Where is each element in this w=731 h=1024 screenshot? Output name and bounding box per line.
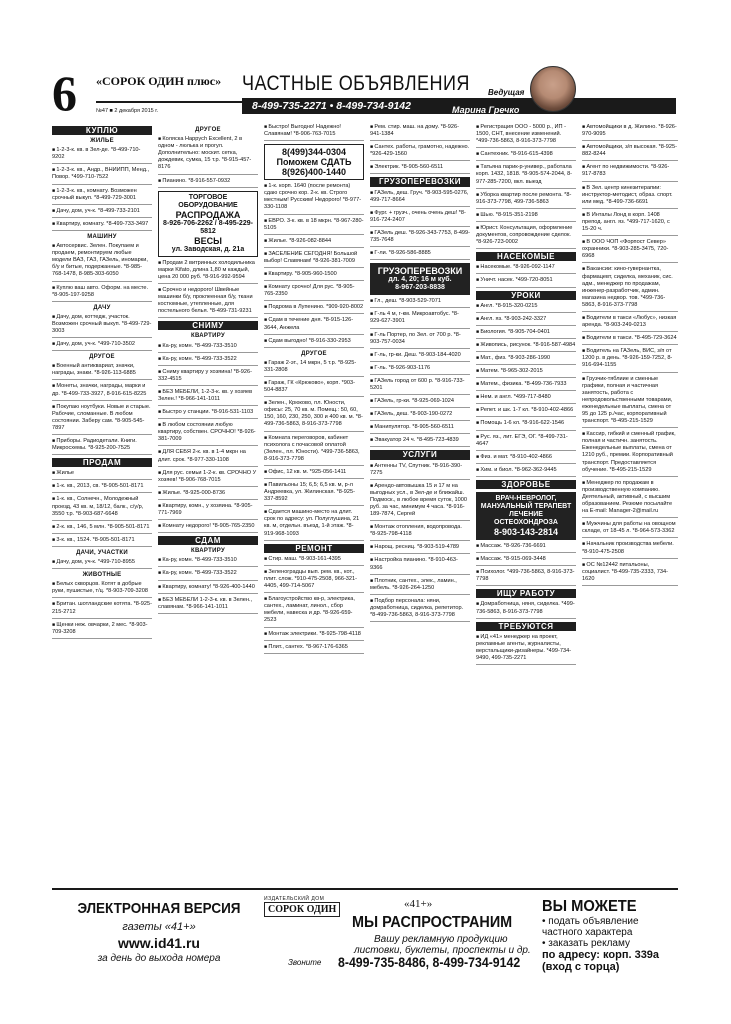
ad-item: ■ Водители в такси «Любус», низкая аренда. *8-903-249-0213 (582, 315, 678, 332)
ad-item: ■ Нем. и англ. *499-717-8480 (476, 394, 576, 404)
sub-other: ДРУГОЕ (89, 354, 115, 361)
ad-item: ■ Плит., сантех. *8-967-176-6365 (264, 644, 364, 654)
ad-item: ■ Жилье. *8-925-000-8736 (158, 490, 258, 500)
ad-item: ■ Британ. шотландские котята. *8-925-215-2712 (52, 601, 152, 618)
ad-item: ■ Мужчины для работы на овощном складе, от 18-45 л. *8-964-573-3362 (582, 521, 678, 538)
ad-item: ■ ДЛЯ СЕБЯ 2-к. кв. в 1-4 мкрн на длит. срок. *8-977-330-1108 (158, 449, 258, 466)
ad-item: ■ Г-ль. *8-926-903-1176 (370, 365, 470, 375)
ad-item: ■ В Зел. центр кинезитерапии: инструктор-методист, образ. спорт. или мед. *8-499-736-6691 (582, 185, 678, 209)
ad-item: ■ Зеленоградцы вып. рем. кв., кот., плит. слож. *910-475-2508, 966-321-4405, 499-714-5067 (264, 569, 364, 593)
box-slogan: Поможем СДАТЬ (276, 157, 352, 168)
ad-item: ■ Настройка пианино. *8-910-463-9366 (370, 557, 470, 574)
ad-item: ■ В любом состоянии любую квартиру, собствен. СРОЧНО! *8-926-381-7009 (158, 422, 258, 446)
page-number: 6 (52, 65, 77, 121)
ad-item: ■ Дачу, дом, уч-к. *499-710-8955 (52, 559, 152, 569)
you-can-title: ВЫ МОЖЕТЕ (542, 898, 637, 915)
ad-item: ■ Массаж. *8-915-069-3448 (476, 556, 576, 566)
ad-item: ■ Начальник производства мебели. *8-910-475-2508 (582, 541, 678, 558)
ad-item: ■ Сдам в течение дня. *8-915-126-3644, Анжела (264, 317, 364, 334)
ad-item: ■ Автосервис. Зелен. Покупаем и продаем, ремонтируем любые модели ВАЗ, ГАЗ, ГАЗель, иномарки, б/у и битые, подержанные. *8-985-768-1478, 8-985-303-6050 (52, 243, 152, 281)
ad-item: ■ Репет. и шк. 1-7 кл. *8-910-402-4866 (476, 407, 576, 417)
ad-item: ■ Г-ль, гр-ки. Деш. *8-903-184-4020 (370, 352, 470, 362)
ad-item: ■ Кассир, гибкий и сменный график, полная и частичн. занятость. Еженедельные выплаты, смена от 1210 руб., премии. Корпоративный транспорт. Предоставляется обучение. *8-495-215-1529 (582, 431, 678, 477)
distribution-headline: МЫ РАСПРОСТРАНИМ (352, 914, 513, 931)
ad-item: ■ ГАЗель город от 600 р. *8-916-733-5201 (370, 378, 470, 395)
ad-item: ■ В ООО ЧОП «Форпост Север» охранники. *8-903-285-3475, 720-6968 (582, 239, 678, 263)
ad-item: ■ Манипулятор. *8-905-560-6511 (370, 424, 470, 434)
ad-item: ■ БЕЗ МЕБЕЛИ, 1-2-3-к. кв. у хозяев Зелен.! *8-966-141-1011 (158, 389, 258, 406)
ad-item: ■ Матем. *8-965-302-2015 (476, 368, 576, 378)
banner-address: ул. Заводская, д. 21а (171, 245, 245, 253)
ad-item: ■ Срочно и недорого! Швейные машинки б/у, проклеенная б/у, ткани костюмные, утепленные, для постельного белья. *8-499-731-9231 (158, 287, 258, 318)
footer-ads (52, 888, 678, 973)
ad-item: ■ Рем. стир. маш. на дому. *8-926-941-1384 (370, 124, 470, 141)
ad-item: ■ Дачу, дом, коттедж, участок. Возможен срочный выкуп. *8-499-729-3003 (52, 314, 152, 338)
ad-item: ■ Сдам выгодно! *8-916-330-2953 (264, 338, 364, 348)
column-3 (264, 124, 364, 884)
sub-dacha2: ДАЧИ, УЧАСТКИ (76, 549, 128, 556)
ad-item: ■ Электрик. *8-905-560-6511 (370, 164, 470, 174)
ad-item: ■ ГАЗель, гр-ки. *8-925-069-1024 (370, 398, 470, 408)
sub-other: ДРУГОЕ (301, 350, 327, 357)
ad-item: ■ Автомойщики, з/п высокая. *8-925-882-8244 (582, 144, 678, 161)
ad-item: ■ Англ. *8-915-320-0215 (476, 303, 576, 313)
ad-item: ■ Продам 2 витринных холодильника марки Kifato, длина 1,80 м каждый, цена 20 000 руб. *8-916-992-9594 (158, 260, 258, 284)
ad-item: ■ 1-2-3-к. кв., Андр., ВНИИПП, Менд., Повор. *499-710-7522 (52, 167, 152, 184)
footer-left-sub: газеты «41+» (122, 921, 196, 933)
rubric-title: ЧАСТНЫЕ ОБЪЯВЛЕНИЯ (242, 72, 470, 95)
distribution-line-1: Вашу рекламную продукцию (374, 934, 508, 945)
ad-item: ■ Англ. яз. *8-903-242-3327 (476, 316, 576, 326)
ad-item: ■ Уборка квартир после ремонта. *8-916-373-7798, 499-736-5863 (476, 192, 576, 209)
section-cargo: ГРУЗОПЕРЕВОЗКИ (370, 177, 470, 186)
ad-item: ■ Жилье (52, 470, 152, 480)
ad-item: ■ Гараж 2-эт., 14 мкрн, 5 т.р. *8-925-331-2808 (264, 360, 364, 377)
banner-title: ТОРГОВОЕ ОБОРУДОВАНИЕ (178, 193, 238, 209)
publisher-label: ИЗДАТЕЛЬСКИЙ ДОМ (264, 896, 325, 902)
ad-item: ■ Приборы. Радиодетали. Книги. Микросхемы. *8-925-200-7525 (52, 438, 152, 455)
ad-item: ■ Для рус. семьи 1-2-к. кв. СРОЧНО У хозяев! *8-906-768-7015 (158, 470, 258, 487)
sub-cars: МАШИНУ (87, 233, 117, 240)
section-health: ЗДОРОВЬЕ (476, 480, 576, 489)
ad-item: ■ Подбор персонала: няни, домработница, сиделка, репетитор. *8-499-736-5863, 8-916-373-7798 (370, 598, 470, 622)
host-label: Ведущая (488, 88, 525, 97)
distribution-phones: 8-499-735-8486, 8-499-734-9142 (338, 954, 521, 970)
ad-item: ■ 1-к. кв., Солнечн., Молодежный проезд, 43 кв. м, 18/12, балк., с/у/р, 3550 т.р. *8-903-687-6648 (52, 496, 152, 520)
section-needed: ТРЕБУЮТСЯ (476, 622, 576, 631)
ad-item: ■ Рус. яз., лит. ЕГЭ, ОГ. *8-499-731-4647 (476, 434, 576, 451)
ad-item: ■ Антенны ТV, Спутник. *8-916-390-7275 (370, 463, 470, 480)
ad-item: ■ Насекомые. *8-926-092-1147 (476, 264, 576, 274)
cargo-box-title: ГРУЗОПЕРЕВОЗКИ (377, 266, 463, 277)
ad-item: ■ ГАЗель, деш. *8-903-190-0272 (370, 411, 470, 421)
section-insects: НАСЕКОМЫЕ (476, 252, 576, 261)
ad-item: ■ Комнату срочно! Для рус. *8-905-765-2350 (264, 284, 364, 301)
ad-item: ■ Зелен., Крюково, пл. Юности, офисы: 25, 70 кв. м. Помещ.: 50, 60, 150, 160, 230, 250, 300 и 400 кв. м. *8-499-736-5863, 8-916-373-7798 (264, 400, 364, 431)
ad-item: ■ Нарощ. ресниц. *8-903-519-4789 (370, 544, 470, 554)
ad-item: ■ Физ. и мат. *8-910-402-4866 (476, 454, 576, 464)
ad-item: ■ Щенки неж. овчарки, 2 мес. *8-903-709-3208 (52, 622, 152, 639)
sub-dacha: ДАЧУ (93, 304, 111, 311)
ad-item: ■ Белых скворцов. Котят в добрые руки, пушистые, т/ц. *8-903-709-3208 (52, 581, 152, 598)
ad-item: ■ Юрист. Консультация, оформление документов, сопровождение сделок. *8-926-723-0002 (476, 225, 576, 249)
ad-item: ■ Регистрация ООО - 5000 р., ИП - 1500, СНТ, внесение изменений. *499-736-5863, 8-916-373-7798 (476, 124, 576, 148)
sub-apartment: КВАРТИРУ (191, 333, 225, 340)
sub-animals: ЖИВОТНЫЕ (82, 572, 122, 579)
ad-item: ■ Монеты, значки, награды, марки и др. *8-499-733-3927, 8-916-615-8225 (52, 383, 152, 400)
banner-equipment (158, 191, 258, 257)
cargo-box-phone: 8-967-203-8838 (395, 284, 445, 292)
cargo-box (370, 263, 470, 295)
section-buy: КУПЛЮ (52, 126, 152, 135)
ad-item: ■ Эвакуатор 24 ч. *8-495-723-4839 (370, 437, 470, 447)
ad-item: ■ Мат., физ. *8-903-286-1990 (476, 355, 576, 365)
ad-item: ■ Покупаю ноутбуки. Новые и старые. Рабочие, сломанные. В любом состоянии. Заберу сам. *8-905-545-7897 (52, 404, 152, 435)
ad-item: ■ Благоустройство кв-р, электрика, сантех., ламинат, линол., сбор мебели, навеска и др. *8-926-659-2523 (264, 596, 364, 627)
ad-item: ■ Быстро! Выгодно! Надежно! Славянам! *8-906-763-7015 (264, 124, 364, 141)
ad-item: ■ Военный антиквариат, значки, награды, знаки. *8-926-113-6885 (52, 363, 152, 380)
ad-item: ■ Живопись, рисунок. *8-916-587-4984 (476, 342, 576, 352)
ad-item: ■ Помощь 1-6 кл. *8-916-622-1546 (476, 420, 576, 430)
ad-item: ■ Гл., деш. *8-903-529-7071 (370, 298, 470, 308)
column-2 (158, 124, 258, 884)
ad-item: ■ Монтаж электрики. *8-925-798-4118 (264, 631, 364, 641)
ad-item: ■ Татьяна парик-р-универ., работала корп. 1432, 1818. *8-905-574-2044, 8-977-285-7200, вкл. выезд (476, 164, 576, 188)
you-can-item-3: • заказать рекламу (542, 938, 630, 949)
host-name: Марина Гречко (452, 105, 520, 115)
ad-item: ■ Дачу, дом, уч-к. *8-499-733-2101 (52, 208, 152, 218)
ad-item: ■ Квартиру. *8-905-960-1500 (264, 271, 364, 281)
section-job: ИЩУ РАБОТУ (476, 589, 576, 598)
you-can-address: по адресу: корп. 339а (542, 949, 660, 961)
section-rent: СНИМУ (158, 321, 258, 330)
section-lessons: УРОКИ (476, 291, 576, 300)
ad-item: ■ В Инталы Лонд в корп. 1408 препод. англ. яз. *499-717-1620, с 15-20 ч. (582, 212, 678, 236)
publisher-logo: СОРОК ОДИН (264, 902, 340, 917)
you-can-entrance: (вход с торца) (542, 961, 620, 973)
ad-item: ■ Сантехник. *8-916-615-4398 (476, 151, 576, 161)
footer-left-title: ЭЛЕКТРОННАЯ ВЕРСИЯ (77, 900, 241, 917)
section-services: УСЛУГИ (370, 450, 470, 459)
call-label: Звоните (288, 958, 322, 967)
ad-item: ■ Комната переговоров, кабинет психолога с почасовой оплатой (Зелен., пл. Юности). *499-736-5863, 8-916-373-7798 (264, 435, 364, 466)
ad-item: ■ ЕВРО. 3-к. кв. в 18 мкрн. *8-967-280-5105 (264, 218, 364, 235)
ad-item: ■ ГАЗель, деш. Груч. *8-903-595-0276, 499-717-8664 (370, 190, 470, 207)
ad-item: ■ Автомойщики в д. Жилино. *8-926-970-9095 (582, 124, 678, 141)
health-box (476, 492, 576, 540)
sub-other: ДРУГОЕ (195, 127, 221, 133)
ad-item: ■ Дачу, дом, уч-к. *499-710-3502 (52, 341, 152, 351)
header-rule-thin (96, 101, 242, 103)
ad-item: ■ Ка-ру, комн. *8-499-733-3522 (158, 570, 258, 580)
ad-item: ■ БЕЗ МЕБЕЛИ 1-2-3-к. кв. в Зелен., славянам. *8-966-141-1011 (158, 597, 258, 614)
ad-item: ■ 1-2-3-к. кв., комнату. Возможен срочный выкуп. *8-499-729-3001 (52, 188, 152, 205)
section-sell: ПРОДАМ (52, 458, 152, 467)
ad-item: ■ Квартиру, комн., у хозяина. *8-905-771-7969 (158, 503, 258, 520)
ad-item: ■ Квартиру, комнату! *8-926-400-1440 (158, 584, 258, 594)
ad-item: ■ Павильоны 15; 6,5; 6,5 кв. м, р-л Андреевка, ул. Жилинская. *8-925-337-8592 (264, 482, 364, 506)
ad-item: ■ Матем., физика. *8-499-736-7933 (476, 381, 576, 391)
footer-you-can (542, 898, 678, 973)
ad-item: ■ Психолог. *499-736-5863, 8-916-373-7798 (476, 569, 576, 586)
ad-item: ■ Шью. *8-915-351-2198 (476, 212, 576, 222)
you-can-item-2: частного характера (542, 927, 633, 938)
ad-item: ■ Комнату недорого! *8-905-765-2350 (158, 523, 258, 533)
paper-name: «СОРОК ОДИН плюс» (96, 74, 222, 88)
ad-item: ■ Плотник, сантех., элек., ламин., мебель. *8-926-264-1250 (370, 578, 470, 595)
sub-housing: ЖИЛЬЕ (90, 138, 114, 145)
column-4 (370, 124, 470, 884)
column-5 (476, 124, 576, 884)
you-can-item-1: • подать объявление (542, 916, 639, 927)
box-phone-2: 8(926)400-1440 (281, 167, 347, 178)
ad-item: ■ Хим. и биол. *8-962-362-9445 (476, 467, 576, 477)
health-box-phone: 8-903-143-2814 (493, 527, 559, 537)
ad-item: ■ Быстро у станции. *8-916-531-1103 (158, 409, 258, 419)
ad-item: ■ Ка-ру, комн. *8-499-733-3510 (158, 557, 258, 567)
ad-item: ■ Квартиру, комнату. *8-499-733-3497 (52, 221, 152, 231)
ad-item: ■ 1-2-3-к. кв. в Зел-де. *8-499-710-9202 (52, 147, 152, 164)
ad-item: ■ 2-к. кв., 146, 5 млн. *8-905-501-8171 (52, 524, 152, 534)
ad-item: ■ Сниму квартиру у хозяина! *8-926-332-4515 (158, 369, 258, 386)
banner-scales: ВЕСЫ (194, 235, 222, 246)
ad-item: ■ Водитель на ГАЗель, ВИС, з/п от 1200 р. в день. *8-926-159-7252, 8-916-694-1155 (582, 348, 678, 372)
ad-item: ■ Сантех. работы, грамотно, надежно. *926-429-1560 (370, 144, 470, 161)
ad-item: ■ Арендо-автовышка 15 и 17 м на выгодных усл., в Зел-де и ближайш. Подмоск., в любое время суток, 1000 руб. за час, минимум 4 часа. *8-916-189-7874, Сергей (370, 483, 470, 521)
ad-item: ■ Подрома в Лупенино. *909-920-8002 (264, 304, 364, 314)
ad-item: ■ Офис, 12 кв. м. *925-056-1411 (264, 469, 364, 479)
host-avatar (530, 66, 576, 112)
box-phone-1: 8(499)344-0304 (281, 147, 347, 158)
ad-item: ■ Г-ли. *8-926-586-8885 (370, 250, 470, 260)
ad-item: ■ Г-ль Портер, по Зел. от 700 р. *8-903-757-0034 (370, 332, 470, 349)
ad-item: ■ Монтаж отопления, водопровода. *8-925-798-4118 (370, 524, 470, 541)
banner-phones: 8-926-706-2262 / 8-495-229-5812 (163, 219, 253, 235)
ad-item: ■ Стир. маш. *8-903-161-4395 (264, 556, 364, 566)
footer-left-url[interactable]: www.id41.ru (118, 935, 200, 951)
distribution-line-2: листовки, буклеты, проспекты и др. (354, 945, 531, 956)
column-6 (582, 124, 678, 884)
ad-item: ■ Гараж, ГК «Крюково», корп. *903-504-8837 (264, 380, 364, 397)
ad-item: ■ Вакансии: кино-гувернантка, фармацевт, сиделка, механик, сис. адм., менеджер по продажам, инженер-разработчик, админ. магазина недвор. тов. *499-736-5863, 8-916-373-7798 (582, 266, 678, 312)
ad-item: ■ ГАЗель деш. *8-926-343-7753, 8-499-735-7648 (370, 230, 470, 247)
ad-item: ■ Сдается машино-место на длит. срок по адресу: ул. Полуглушина, 21 кв. м, отдельн. въезд, 1-й этаж. *8-919-968-1093 (264, 509, 364, 540)
ad-item: ■ 1-к. корп. 1640 (после ремонта) сдаю срочно кор. 2-к. кв. Строго местным! Русским! Недорого! *8-977-330-1108 (264, 183, 364, 214)
ad-item: ■ Домработница, няня, сиделка. *499-736-5863, 8-916-373-7798 (476, 601, 576, 618)
paper-brand: «41+» (404, 898, 433, 910)
column-1 (52, 124, 152, 884)
ad-item: ■ 3-к. кв., 1524. *8-905-501-8171 (52, 537, 152, 547)
ad-item: ■ Коляска Happych Excellent, 2 в одном - люлька и прогул. Дополнительно: москит. сетка, дождевик, сумка, 15 т.р. *8-915-457-8176 (158, 136, 258, 174)
ad-item: ■ Ка-ру, комн. *8-499-733-3522 (158, 356, 258, 366)
rubric-phones: 8-499-735-2271 • 8-499-734-9142 (252, 100, 411, 112)
ad-item: ■ Фург. + грузч., очень очень деш! *8-916-724-2407 (370, 210, 470, 227)
ad-item: ■ ОС №12442 питальоны, социалист. *8-499-735-2333, 734-1620 (582, 562, 678, 586)
ad-item: ■ Массаж. *8-926-736-6691 (476, 543, 576, 553)
ad-item: ■ Биология. *8-905-704-0401 (476, 329, 576, 339)
ad-item: ■ Пианино. *8-916-557-0932 (158, 178, 258, 188)
issue-info: №47 ■ 2 декабря 2015 г. (96, 108, 159, 114)
rent-help-box (264, 144, 364, 180)
cargo-box-sub: дл. 4, 20; 16 м куб. (388, 276, 452, 284)
section-repair: РЕМОНТ (264, 544, 364, 553)
ad-item: ■ Жилье. *8-926-082-8844 (264, 238, 364, 248)
health-box-text: ВРАЧ-НЕВРОЛОГ, МАНУАЛЬНЫЙ ТЕРАПЕВТ ЛЕЧЕНИЕ ОСТЕОХОНДРОЗА (480, 495, 572, 526)
banner-sale: РАСПРОДАЖА (175, 209, 241, 220)
ad-item: ■ Уничт. насек. *499-720-8051 (476, 277, 576, 287)
ad-item: ■ Грузчик-тяблиие и сменные графики, полная и частичная занятость, работа с непродовольственными товарами, еженедельные выплаты, смена от 95 до 125 р./час, корпоративный транспорт. *8-495-215-1529 (582, 376, 678, 429)
ad-item: ■ Куплю ваш авто. Оформ. на месте. *8-905-197-9258 (52, 285, 152, 302)
ad-item: ■ Водители в такси. *8-495-729-3624 (582, 335, 678, 345)
ad-item: ■ Агент по недвижимости. *8-926-917-8783 (582, 164, 678, 181)
ad-item: ■ Г-ль 4 м, г-км. Микроавтобус. *8-929-627-3901 (370, 311, 470, 328)
footer-electronic-version (64, 900, 254, 964)
ad-item: ■ Ка-ру, комн. *8-499-733-3510 (158, 343, 258, 353)
ad-item: ■ 1-к. кв., 2013, св. *8-905-501-8171 (52, 483, 152, 493)
footer-left-note: за день до выхода номера (97, 953, 221, 964)
ad-item: ■ Менеджер по продажам в производственную компанию. Деятельный, активный, с высшим образованием. Резюме посылайте на E-mail: Manager-2@mail.ru (582, 480, 678, 518)
section-lease: СДАМ (158, 536, 258, 545)
sub-apartment: КВАРТИРУ (191, 548, 225, 555)
ad-item: ■ ИД «41» менеджер на проект, рекламные агенты, журналисты, верстальщики-дизайнеры. *499-734-9490, 499-735-2271 (476, 634, 576, 665)
ad-item: ■ ЗАСЕЛЕНИЕ СЕГОДНЯ! Большой выбор! Славянам! *8-926-381-7009 (264, 251, 364, 268)
